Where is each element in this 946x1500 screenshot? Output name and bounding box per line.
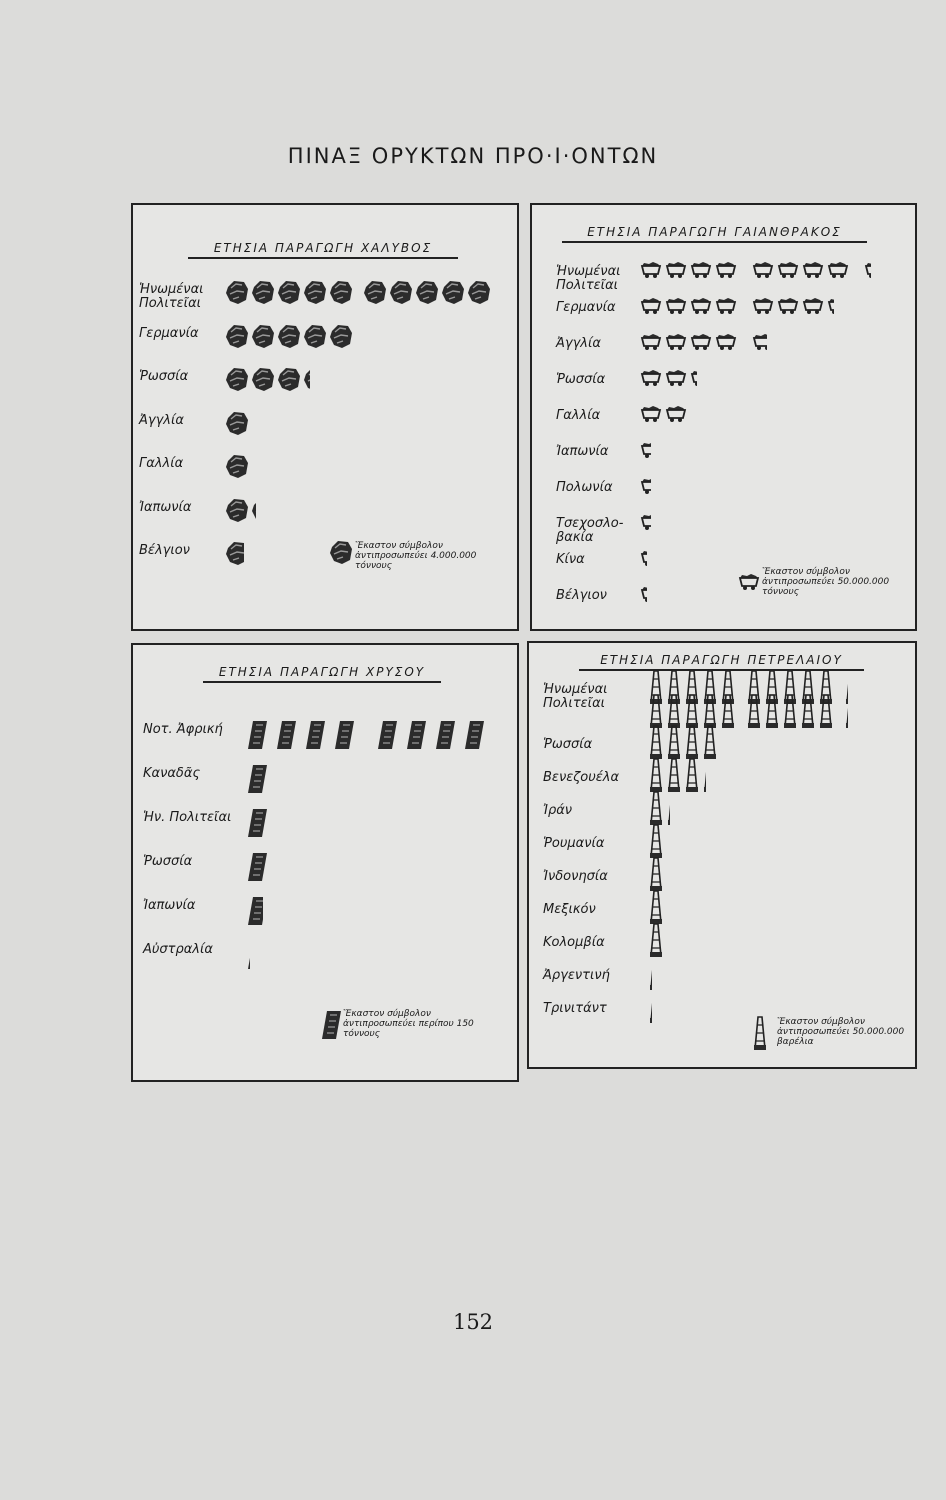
steel-ingot-icon	[225, 540, 244, 566]
oil-derrick-icon	[649, 988, 652, 1024]
coal-cart-icon	[640, 261, 662, 279]
coal-cart-icon	[715, 261, 737, 279]
country-label: Πολωνία	[556, 480, 613, 495]
country-label: Ῥωσσία	[556, 372, 606, 387]
coal-cart-icon	[665, 261, 687, 279]
steel-ingot-icon	[225, 453, 249, 479]
oil-derrick-icon	[667, 790, 670, 826]
coal-cart-icon	[777, 297, 799, 315]
country-label: Βέλγιον	[139, 543, 190, 558]
steel-ingot-icon	[225, 497, 249, 523]
coal-cart-icon	[752, 333, 767, 351]
coal-cart-icon	[690, 261, 712, 279]
oil-derrick-icon	[649, 823, 663, 859]
oil-derrick-icon	[721, 693, 735, 729]
oil-derrick-icon	[649, 724, 663, 760]
gold-legend-text: Ἕκαστον σύμβολον ἀντιπροσωπεύει περίπου 150 τόννους	[343, 1009, 474, 1039]
coal-cart-icon	[752, 297, 774, 315]
oil-derrick-icon	[649, 790, 663, 826]
oil-legend-text: Ἕκαστον σύμβολον ἀντιπροσωπεύει 50.000.000 βαρέλια	[777, 1017, 905, 1047]
coal-cart-icon	[777, 261, 799, 279]
country-label: Γερμανία	[139, 325, 199, 341]
oil-derrick-icon	[703, 724, 717, 760]
steel-panel	[131, 203, 519, 631]
oil-derrick-icon	[649, 955, 652, 991]
oil-derrick-icon	[753, 1015, 767, 1055]
steel-ingot-icon	[251, 366, 275, 392]
steel-panel-title: ΕΤΗΣΙΑ ΠΑΡΑΓΩΓΗ ΧΑΛΥΒΟΣ	[188, 241, 458, 259]
coal-cart-icon	[640, 405, 662, 423]
oil-derrick-icon	[747, 693, 761, 729]
oil-panel-title: ΕΤΗΣΙΑ ΠΑΡΑΓΩΓΗ ΠΕΤΡΕΛΑΙΟΥ	[579, 653, 864, 671]
steel-ingot-icon	[277, 279, 301, 305]
steel-ingot-icon	[363, 279, 387, 305]
coal-cart-icon	[864, 261, 871, 279]
country-label: Γερμανία	[556, 300, 616, 315]
coal-cart-icon	[715, 333, 737, 351]
coal-panel-title: ΕΤΗΣΙΑ ΠΑΡΑΓΩΓΗ ΓΑΙΑΝΘΡΑΚΟΣ	[562, 225, 867, 243]
coal-cart-icon	[640, 477, 651, 495]
country-label: Ἡνωμέναι Πολιτεῖαι	[139, 282, 204, 311]
country-label: Ἰνδονησία	[543, 869, 608, 884]
steel-ingot-icon	[303, 366, 310, 392]
coal-cart-icon	[752, 261, 774, 279]
country-label: Τρινιτάντ	[543, 1001, 607, 1016]
coal-cart-icon	[690, 369, 697, 387]
page-title: ΠΙΝΑΞ ΟΡΥΚΤΩΝ ΠΡΟ·Ι·ΟΝΤΩΝ	[287, 144, 659, 168]
coal-cart-icon	[640, 369, 662, 387]
country-label: Τσεχοσλο- βακία	[556, 516, 624, 545]
oil-derrick-icon	[667, 757, 681, 793]
country-label: Ἡνωμέναι Πολιτεῖαι	[543, 682, 608, 711]
gold-bar-icon	[245, 895, 263, 927]
oil-derrick-icon	[801, 693, 815, 729]
oil-derrick-icon	[765, 693, 779, 729]
coal-cart-icon	[690, 333, 712, 351]
gold-bar-icon	[245, 719, 270, 751]
steel-ingot-icon	[441, 279, 465, 305]
gold-bar-icon	[245, 763, 270, 795]
steel-ingot-icon	[329, 279, 353, 305]
steel-legend-text: Ἕκαστον σύμβολον ἀντιπροσωπεύει 4.000.000 τόννους	[355, 541, 477, 571]
country-label: Ἰράν	[543, 803, 573, 818]
country-label: Ἰαπωνία	[139, 499, 192, 515]
steel-ingot-icon	[277, 323, 301, 349]
coal-cart-icon	[640, 333, 662, 351]
country-label: Ῥουμανία	[543, 836, 605, 851]
steel-ingot-icon	[225, 410, 249, 436]
country-label: Ἰαπωνία	[143, 898, 196, 913]
steel-ingot-icon	[303, 279, 327, 305]
oil-derrick-icon	[649, 922, 663, 958]
coal-cart-icon	[640, 585, 647, 603]
country-label: Καναδᾶς	[143, 766, 201, 781]
steel-ingot-icon	[251, 323, 275, 349]
country-label: Βέλγιον	[556, 588, 607, 603]
oil-panel	[527, 641, 917, 1069]
country-label: Κίνα	[556, 552, 585, 567]
coal-cart-icon	[665, 369, 687, 387]
coal-cart-icon	[802, 261, 824, 279]
gold-bar-icon	[375, 719, 400, 751]
country-label: Ἀγγλία	[139, 412, 184, 428]
gold-panel-title: ΕΤΗΣΙΑ ΠΑΡΑΓΩΓΗ ΧΡΥΣΟΥ	[203, 665, 441, 683]
oil-derrick-icon	[649, 757, 663, 793]
oil-derrick-icon	[649, 856, 663, 892]
steel-ingot-icon	[389, 279, 413, 305]
coal-cart-icon	[640, 297, 662, 315]
country-label: Βενεζουέλα	[543, 770, 620, 785]
gold-bar-icon	[332, 719, 357, 751]
steel-ingot-icon	[303, 323, 327, 349]
steel-ingot-icon	[251, 497, 256, 523]
coal-cart-icon	[715, 297, 737, 315]
steel-ingot-icon	[277, 366, 301, 392]
country-label: Γαλλία	[139, 456, 184, 471]
steel-ingot-icon	[467, 279, 491, 305]
gold-bar-icon	[462, 719, 487, 751]
page-number: 152	[452, 1310, 494, 1334]
oil-derrick-icon	[685, 724, 699, 760]
coal-cart-icon	[665, 297, 687, 315]
country-label: Νοτ. Ἀφρική	[143, 722, 223, 737]
coal-cart-icon	[640, 549, 647, 567]
country-label: Ἰαπωνία	[556, 444, 609, 459]
gold-bar-icon	[433, 719, 458, 751]
oil-derrick-icon	[685, 757, 699, 793]
gold-bar-icon	[303, 719, 328, 751]
gold-bar-icon	[319, 1009, 344, 1045]
coal-cart-icon	[738, 573, 760, 595]
country-label: Ἡν. Πολιτεῖαι	[143, 810, 232, 825]
coal-cart-icon	[665, 333, 687, 351]
oil-derrick-icon	[649, 889, 663, 925]
coal-panel	[530, 203, 917, 631]
coal-cart-icon	[640, 513, 651, 531]
country-label: Ἀγγλία	[556, 336, 601, 351]
country-label: Ἀργεντινή	[543, 968, 610, 983]
country-label: Μεξικόν	[543, 902, 596, 917]
coal-cart-icon	[827, 297, 834, 315]
steel-ingot-icon	[329, 539, 353, 569]
steel-ingot-icon	[329, 323, 353, 349]
coal-cart-icon	[827, 261, 849, 279]
steel-ingot-icon	[225, 323, 249, 349]
coal-cart-icon	[690, 297, 712, 315]
gold-panel	[131, 643, 519, 1082]
country-label: Αὐστραλία	[143, 942, 213, 957]
country-label: Ῥωσσία	[139, 369, 189, 384]
oil-derrick-icon	[783, 693, 797, 729]
gold-bar-icon	[245, 807, 270, 839]
coal-cart-icon	[640, 441, 651, 459]
coal-legend-text: Ἕκαστον σύμβολον ἀντιπροσωπεύει 50.000.000 τόννους	[762, 567, 890, 597]
oil-derrick-icon	[819, 693, 833, 729]
country-label: Γαλλία	[556, 408, 601, 423]
steel-ingot-icon	[225, 366, 249, 392]
coal-cart-icon	[665, 405, 687, 423]
oil-derrick-icon	[667, 724, 681, 760]
steel-ingot-icon	[225, 279, 249, 305]
gold-bar-icon	[274, 719, 299, 751]
country-label: Κολομβία	[543, 935, 605, 950]
country-label: Ἡνωμέναι Πολιτεῖαι	[556, 264, 621, 293]
coal-cart-icon	[802, 297, 824, 315]
country-label: Ῥωσσία	[543, 737, 593, 752]
steel-ingot-icon	[251, 279, 275, 305]
gold-bar-icon	[245, 851, 270, 883]
steel-ingot-icon	[415, 279, 439, 305]
gold-bar-icon	[245, 939, 250, 971]
gold-bar-icon	[404, 719, 429, 751]
country-label: Ῥωσσία	[143, 854, 193, 869]
oil-derrick-icon	[703, 757, 706, 793]
oil-derrick-icon	[845, 693, 848, 729]
